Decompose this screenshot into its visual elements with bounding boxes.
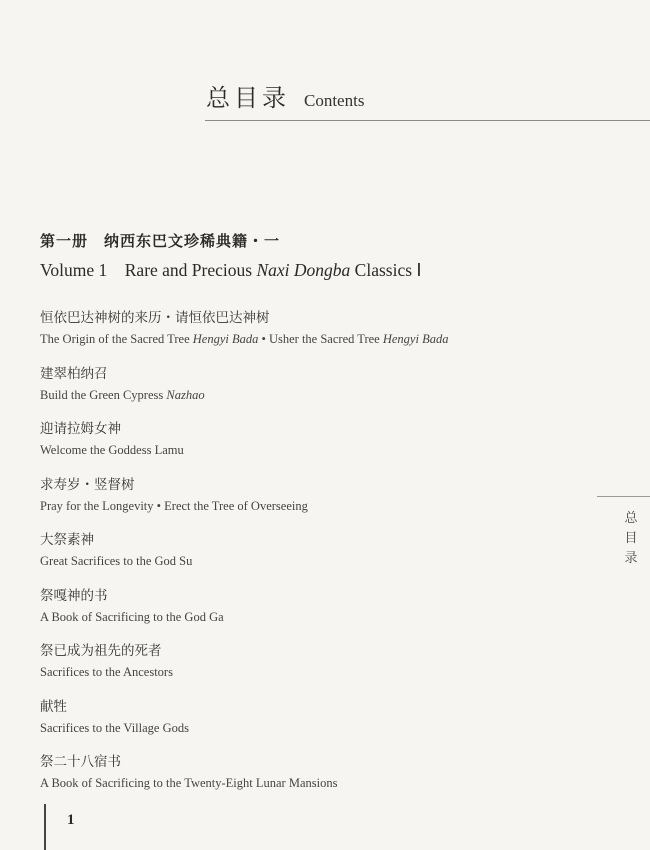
toc-entry-title-en-part: The Origin of the Sacred Tree [40, 332, 193, 346]
toc-list [40, 308, 600, 808]
toc-entry-title-en-part: Nazhao [166, 387, 205, 402]
toc-entry-title-zh: 祭二十八宿书 [40, 754, 121, 770]
toc-entry-title-en [40, 497, 600, 515]
toc-entry-title-en [40, 663, 600, 681]
toc-entry[interactable] [40, 308, 600, 364]
side-tab-rule [597, 496, 650, 497]
toc-entry[interactable] [40, 586, 600, 642]
footer-bar [44, 804, 46, 850]
volume-heading [40, 230, 422, 282]
toc-entry-title-en-part: Sacrifices to the Village Gods [40, 720, 189, 735]
contents-title-zh: 总目录 [206, 84, 290, 112]
toc-entry-title-en-part: Pray for the Longevity • Erect the Tree of Overseeing [40, 498, 308, 513]
toc-entry[interactable] [40, 530, 600, 586]
toc-entry-title-en-part: Hengyi Bada [192, 332, 259, 346]
page-number: 1 [67, 812, 75, 828]
side-tab-label [621, 509, 641, 569]
toc-entry[interactable] [40, 475, 600, 531]
volume-heading-en-prefix: Volume 1 Rare and Precious [40, 260, 257, 280]
toc-entry-title-zh: 大祭素神 [40, 532, 94, 548]
side-tab-char: 总 [624, 511, 638, 526]
volume-heading-en-italic: Naxi Dongba [256, 260, 351, 280]
toc-entry-title-en [40, 386, 600, 404]
toc-entry-title-en-part: Welcome the Goddess Lamu [40, 443, 184, 457]
side-tab [597, 496, 650, 569]
toc-entry-title-en [40, 330, 600, 348]
toc-entry-title-en-part: Great Sacrifices to the God Su [40, 554, 193, 568]
header-divider [205, 120, 650, 121]
toc-entry-title-en-part: Sacrifices to the Ancestors [40, 665, 173, 679]
toc-entry[interactable] [40, 641, 600, 697]
toc-entry-title-en [40, 608, 600, 626]
toc-entry-title-zh: 恒依巴达神树的来历・请恒依巴达神树 [40, 310, 270, 326]
toc-entry[interactable] [40, 752, 600, 808]
toc-entry[interactable] [40, 364, 600, 420]
toc-entry-title-en [40, 552, 600, 570]
toc-entry-title-zh: 献牲 [40, 698, 67, 715]
toc-entry-title-en [40, 441, 600, 459]
toc-entry-title-zh: 求寿岁・竖督树 [40, 476, 135, 493]
side-tab-char: 录 [624, 551, 638, 566]
volume-heading-en [40, 257, 422, 282]
volume-heading-zh: 第一册 纳西东巴文珍稀典籍・一 [40, 232, 281, 250]
toc-entry-title-en-part: • Usher the Sacred Tree [258, 332, 383, 346]
toc-entry-title-zh: 建翠柏纳召 [40, 365, 108, 382]
toc-entry[interactable] [40, 419, 600, 475]
toc-entry[interactable] [40, 697, 600, 753]
toc-entry-title-en [40, 719, 600, 737]
toc-entry-title-zh: 迎请拉姆女神 [40, 421, 121, 437]
toc-entry-title-zh: 祭嘎神的书 [40, 587, 108, 604]
toc-entry-title-en-part: Hengyi Bada [382, 332, 449, 346]
toc-entry-title-en-part: A Book of Sacrificing to the God Ga [40, 609, 224, 624]
toc-entry-title-en-part: A Book of Sacrificing to the Twenty-Eight Lunar Mansions [40, 776, 338, 790]
volume-heading-en-suffix: Classics Ⅰ [350, 260, 422, 280]
side-tab-char: 目 [624, 531, 638, 546]
toc-entry-title-en-part: Build the Green Cypress [40, 387, 167, 402]
toc-entry-title-en [40, 774, 600, 792]
contents-header [206, 78, 364, 113]
toc-entry-title-zh: 祭已成为祖先的死者 [40, 643, 162, 659]
contents-title-en: Contents [304, 91, 365, 110]
